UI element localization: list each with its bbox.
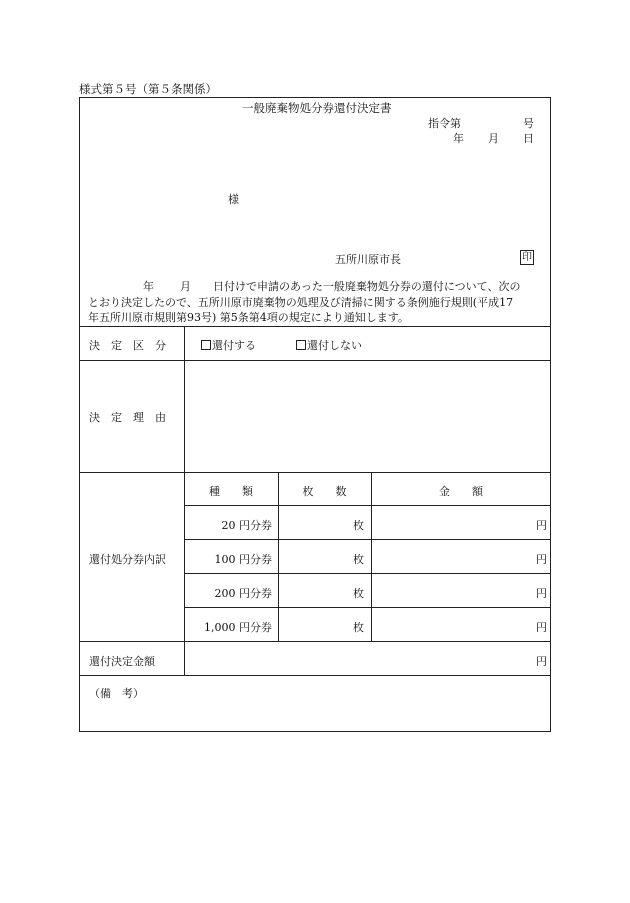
body-year: 年 bbox=[143, 280, 154, 293]
body-line2: とおり決定したので、五所川原市廃棄物の処理及び清掃に関する条例施行規則(平成17 bbox=[88, 295, 514, 309]
row-amount-unit-20: 円 bbox=[536, 519, 547, 532]
decision-label: 決 定 区 分 bbox=[89, 339, 166, 352]
order-number-suffix: 号 bbox=[523, 117, 534, 130]
date-month: 月 bbox=[488, 132, 499, 145]
total-unit: 円 bbox=[536, 655, 547, 668]
row-count-unit-20: 枚 bbox=[353, 519, 364, 532]
row-amount-unit-100: 円 bbox=[536, 553, 547, 566]
row-amount-unit-200: 円 bbox=[536, 587, 547, 600]
document-title: 一般廃棄物処分券還付決定書 bbox=[242, 101, 392, 115]
option-no-refund-label: 還付しない bbox=[307, 339, 362, 352]
header-count: 枚 数 bbox=[302, 485, 347, 498]
header-type: 種 類 bbox=[209, 485, 253, 498]
row-type-200: 200 円分券 bbox=[214, 587, 272, 600]
issuer-name: 五所川原市長 bbox=[335, 253, 401, 266]
notice-paragraph bbox=[88, 279, 548, 326]
row-count-unit-1000: 枚 bbox=[353, 621, 364, 634]
option-no-refund-checkbox[interactable] bbox=[296, 337, 362, 353]
row-count-unit-100: 枚 bbox=[353, 553, 364, 566]
date-year: 年 bbox=[453, 132, 464, 145]
total-label: 還付決定金額 bbox=[89, 655, 155, 668]
body-line3: 年五所川原市規則第93号) 第5条第4項の規定により通知します。 bbox=[88, 311, 409, 324]
row-count-unit-200: 枚 bbox=[353, 587, 364, 600]
option-refund-checkbox[interactable] bbox=[201, 337, 256, 353]
addressee-suffix: 様 bbox=[228, 193, 239, 206]
body-line1-text: 日付けで申請のあった一般廃棄物処分券の還付について、次の bbox=[213, 280, 521, 293]
seal-box: 印 bbox=[522, 252, 532, 263]
option-refund-label: 還付する bbox=[212, 339, 256, 352]
header-amount: 金 額 bbox=[439, 485, 483, 498]
row-amount-unit-1000: 円 bbox=[536, 621, 547, 634]
checkbox-no-refund[interactable] bbox=[296, 340, 306, 350]
row-type-100: 100 円分券 bbox=[214, 553, 272, 566]
date-day: 日 bbox=[523, 132, 534, 145]
row-type-20: 20 円分券 bbox=[221, 519, 272, 532]
row-type-1000: 1,000 円分券 bbox=[204, 621, 272, 634]
breakdown-label: 還付処分券内訳 bbox=[89, 553, 166, 566]
reason-label: 決 定 理 由 bbox=[89, 411, 166, 424]
reason-input-area[interactable] bbox=[186, 362, 549, 470]
form-caption: 様式第５号（第５条関係） bbox=[79, 82, 217, 96]
checkbox-refund[interactable] bbox=[201, 340, 211, 350]
seal-mark bbox=[520, 250, 534, 265]
order-number-prefix: 指令第 bbox=[428, 117, 461, 130]
remarks-label: （備 考） bbox=[89, 687, 144, 700]
body-month: 月 bbox=[180, 280, 191, 293]
